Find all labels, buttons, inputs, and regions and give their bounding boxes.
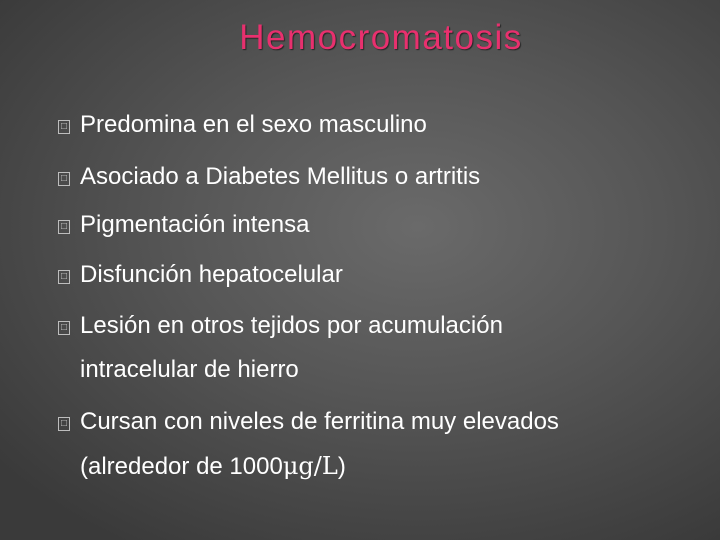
- list-item-text-continued: [80, 451, 346, 482]
- slide-title: Hemocromatosis: [239, 18, 523, 57]
- list-item-text: Pigmentación intensa: [80, 211, 310, 238]
- bullet-icon: □: [58, 417, 70, 431]
- bullet-icon: □: [58, 220, 70, 234]
- bullet-icon: □: [58, 172, 70, 186]
- text-segment: (alrededor de 1000: [80, 453, 283, 480]
- list-item-text-continued: intracelular de hierro: [80, 356, 299, 383]
- list-item-text: Cursan con niveles de ferritina muy elevados: [80, 408, 559, 435]
- bullet-icon: □: [58, 270, 70, 284]
- unit-text: μg/L: [282, 452, 338, 480]
- list-item-text: Predomina en el sexo masculino: [80, 111, 427, 138]
- list-item-text: Lesión en otros tejidos por acumulación: [80, 312, 503, 339]
- text-segment: ): [337, 453, 346, 480]
- list-item-text: Disfunción hepatocelular: [80, 261, 343, 288]
- bullet-icon: □: [58, 120, 70, 134]
- list-item-text: Asociado a Diabetes Mellitus o artritis: [80, 163, 481, 190]
- bullet-icon: □: [58, 321, 70, 335]
